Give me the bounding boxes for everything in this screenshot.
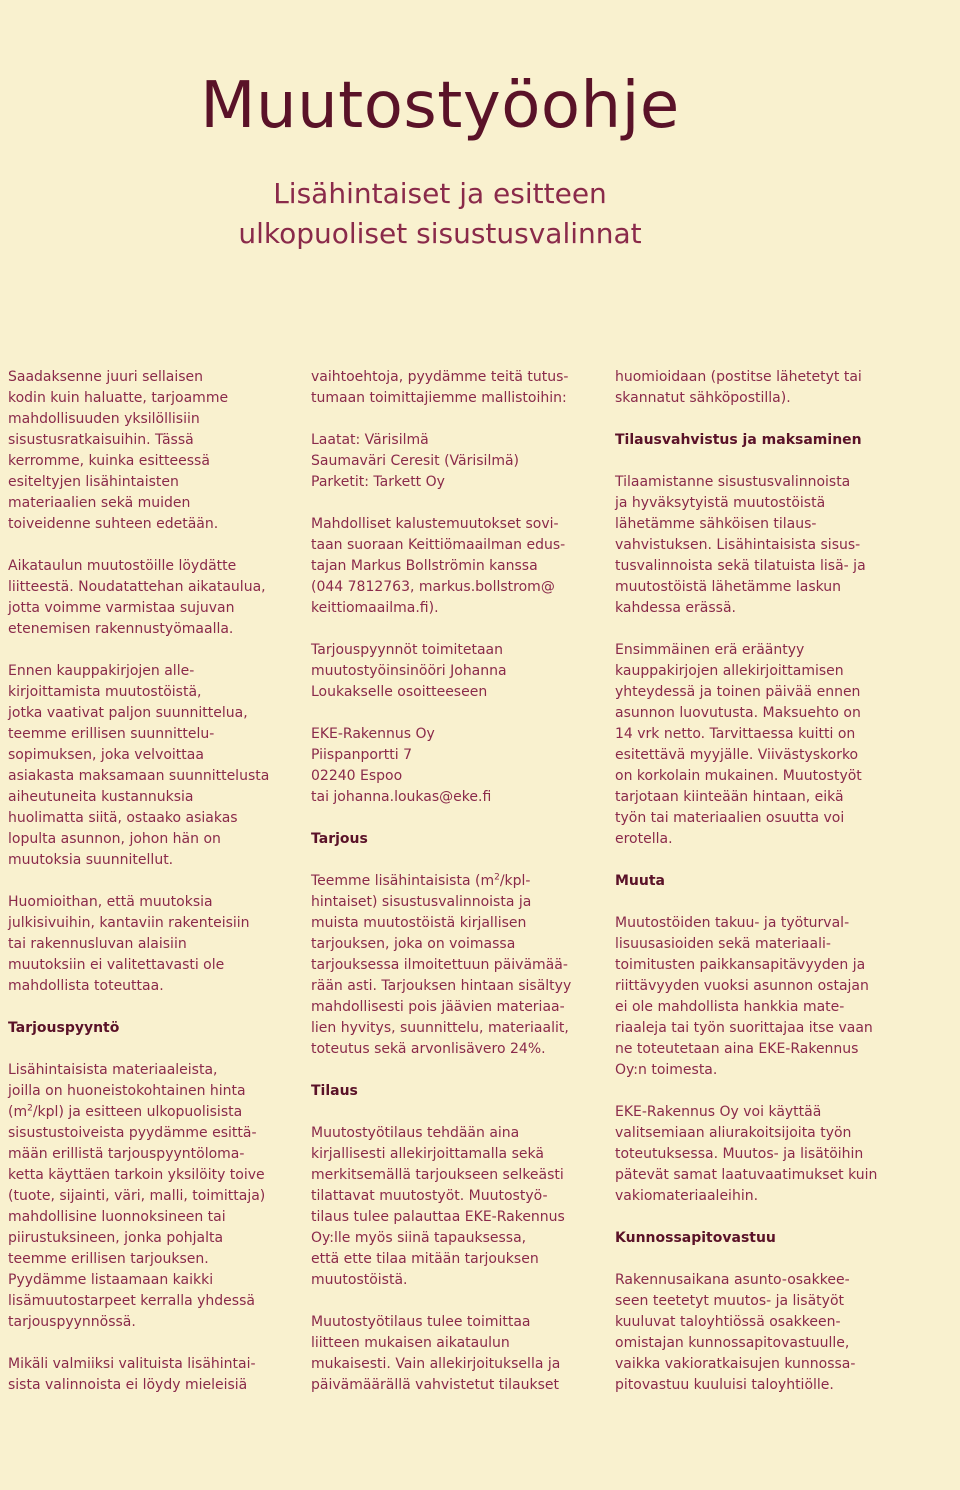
paragraph [311,1123,586,1291]
text-line: Parketit: Tarkett Oy [311,474,445,490]
text-line: liitteestä. Noudatattehan aikataulua, [8,579,266,595]
paragraph [8,661,283,871]
text-line: ketta käyttäen tarkoin yksilöity toive [8,1167,265,1183]
superscript: 2 [27,1103,33,1114]
text-line: Saumaväri Ceresit (Värisilmä) [311,453,520,469]
text-line: toiveidenne suhteen edetään. [8,516,219,532]
text-line: Muutostöiden takuu- ja työturval- [615,915,850,931]
text-line: Oy:lle myös siinä tapauksessa, [311,1230,527,1246]
text-line: ja hyväksytyistä muutostöistä [615,495,826,511]
text-line: teemme erillisen tarjouksen. [8,1251,209,1267]
text-line: erotella. [615,831,673,847]
text-line: tarjotaan kiinteään hintaan, eikä [615,789,844,805]
paragraph-lines [311,892,586,1060]
text-line: omistajan kunnossapitovastuulle, [615,1335,850,1351]
text-line [311,871,586,892]
text-line: huomioidaan (postitse lähetetyt tai [615,369,862,385]
text-line: mahdollista toteuttaa. [8,978,164,994]
text-line: ei ole mahdollista hankkia mate- [615,999,845,1015]
paragraph-lines [8,1123,283,1333]
text-line: jotta voimme varmistaa sujuvan [8,600,235,616]
text-line: tilattavat muutostyöt. Muutostyö- [311,1188,548,1204]
text-line: mukaisesti. Vain allekirjoituksella ja [311,1356,561,1372]
text-line: (tuote, sijainti, väri, malli, toimittaja) [8,1188,266,1204]
text-line: muutostöistä. [311,1272,408,1288]
text-line: Rakennusaikana asunto-osakkee- [615,1272,850,1288]
address-block [311,724,586,808]
paragraph [8,556,283,640]
page-subtitle [0,174,880,254]
text-line: tajan Markus Bollströmin kanssa [311,558,538,574]
text-line: sista valinnoista ei löydy mieleisiä [8,1377,248,1393]
paragraph [615,1270,895,1396]
text-line: pätevät samat laatuvaatimukset kuin [615,1167,878,1183]
text-line: että ette tilaa mitään tarjouksen [311,1251,539,1267]
text-line: tarjouspyynnössä. [8,1314,136,1330]
text-line: Piispanportti 7 [311,747,412,763]
text-line: yhteydessä ja toinen päivää ennen [615,684,861,700]
text-line: mahdollisuuden yksilöllisiin [8,411,200,427]
text-line: lisämuutostarpeet kerralla yhdessä [8,1293,255,1309]
text-line: mään erillistä tarjouspyyntöloma- [8,1146,245,1162]
supplier-list [311,430,586,493]
text-line: lopulta asunnon, johon hän on [8,831,221,847]
text-fragment: Teemme lisähintaisista (m [311,873,495,889]
text-line: työn tai materiaalien osuutta voi [615,810,845,826]
text-line: Saadaksenne juuri sellaisen [8,369,204,385]
paragraph [8,1354,283,1396]
text-line: toteutus sekä arvonlisävero 24%. [311,1041,546,1057]
text-line: vahvistuksen. Lisähintaisista sisus- [615,537,861,553]
text-line: vaikka vakioratkaisujen kunnossa- [615,1356,856,1372]
text-line: EKE-Rakennus Oy voi käyttää [615,1104,822,1120]
text-fragment: /kpl- [499,873,531,889]
text-line: tai rakennusluvan alaisiin [8,936,187,952]
text-line: asiakasta maksamaan suunnittelusta [8,768,270,784]
text-line: kuuluvat taloyhtiössä osakkeen- [615,1314,841,1330]
text-line: vaihtoehtoja, pyydämme teitä tutus- [311,369,569,385]
text-line: riittävyyden vuoksi asunnon ostajan [615,978,869,994]
superscript: 2 [494,872,500,883]
text-line: skannatut sähköpostilla). [615,390,791,406]
text-column-1 [8,367,283,1417]
paragraph [615,367,895,409]
text-line: tarjouksessa ilmoitettuun päivämää- [311,957,568,973]
text-line: sisustustoiveista pyydämme esittä- [8,1125,257,1141]
text-line: Oy:n toimesta. [615,1062,718,1078]
text-line: keittiomaailma.fi). [311,600,439,616]
section-heading-tilausvahvistus: Tilausvahvistus ja maksaminen [615,432,862,448]
text-line: asunnon luovutusta. Maksuehto on [615,705,861,721]
text-line: lähetämme sähköisen tilaus- [615,516,817,532]
paragraph [311,514,586,619]
text-line: 02240 Espoo [311,768,403,784]
text-line: Tilaamistanne sisustusvalinnoista [615,474,851,490]
text-line: julkisivuihin, kantaviin rakenteisiin [8,915,250,931]
text-line: muista muutostöistä kirjallisen [311,915,527,931]
text-line: Loukakselle osoitteeseen [311,684,488,700]
text-column-2 [311,367,586,1417]
text-line: tilaus tulee palauttaa EKE-Rakennus [311,1209,565,1225]
text-line: seen teetetyt muutos- ja lisätyöt [615,1293,845,1309]
text-line: etenemisen rakennustyömaalla. [8,621,234,637]
paragraph [311,1312,586,1396]
section-heading-tarjous: Tarjous [311,831,368,847]
text-line: tai johanna.loukas@eke.fi [311,789,492,805]
text-line: liitteen mukaisen aikataulun [311,1335,510,1351]
text-line: Muutostyötilaus tehdään aina [311,1125,520,1141]
text-line: esiteltyjen lisähintaisten [8,474,179,490]
text-line: kauppakirjojen allekirjoittamisen [615,663,844,679]
paragraph [615,913,895,1081]
subtitle-line: ulkopuoliset sisustusvalinnat [238,217,642,250]
section-heading-muuta: Muuta [615,873,666,889]
section-heading-kunnossapitovastuu: Kunnossapitovastuu [615,1230,776,1246]
text-line: teemme erillisen suunnittelu- [8,726,215,742]
text-line: materiaalien sekä muiden [8,495,191,511]
text-line: kirjallisesti allekirjoittamalla sekä [311,1146,544,1162]
text-line: kirjoittamista muutostöistä, [8,684,202,700]
text-line: joilla on huoneistokohtainen hinta [8,1083,246,1099]
text-fragment: /kpl) ja esitteen ulkopuolisista [32,1104,243,1120]
text-line: Mahdolliset kalustemuutokset sovi- [311,516,559,532]
text-line: tusvalinnoista sekä tilatuista lisä- ja [615,558,866,574]
text-line: muutoksia suunnitellut. [8,852,174,868]
paragraph [311,871,586,1060]
paragraph [8,1060,283,1333]
text-line: on korkolain mukainen. Muutostyöt [615,768,862,784]
section-heading-tilaus: Tilaus [311,1083,358,1099]
text-line: Ensimmäinen erä erääntyy [615,642,805,658]
text-line [8,1102,283,1123]
text-line: jotka vaativat paljon suunnittelua, [8,705,248,721]
text-line: muutostöistä lähetämme laskun [615,579,842,595]
text-line: (044 7812763, markus.bollstrom@ [311,579,555,595]
text-line: sopimuksen, joka velvoittaa [8,747,204,763]
text-line: EKE-Rakennus Oy [311,726,435,742]
text-line: kodin kuin haluatte, tarjoamme [8,390,229,406]
text-line: Aikataulun muutostöille löydätte [8,558,237,574]
text-line: Ennen kauppakirjojen alle- [8,663,195,679]
text-line: 14 vrk netto. Tarvittaessa kuitti on [615,726,856,742]
text-line: esitettävä myyjälle. Viivästyskorko [615,747,859,763]
text-column-3 [615,367,895,1417]
text-line: lisuusasioiden sekä materiaali- [615,936,831,952]
text-line: sisustusratkaisuihin. Tässä [8,432,194,448]
text-line: Muutostyötilaus tulee toimittaa [311,1314,531,1330]
text-line: tumaan toimittajiemme mallistoihin: [311,390,567,406]
text-line: Lisähintaisista materiaaleista, [8,1062,218,1078]
text-line: mahdollisesti pois jäävien materiaa- [311,999,565,1015]
text-line: piirustuksineen, jonka pohjalta [8,1230,224,1246]
paragraph [311,640,586,703]
section-heading-tarjouspyynto: Tarjouspyyntö [8,1020,120,1036]
text-line: mahdollisine luonnoksineen tai [8,1209,226,1225]
text-line: hintaiset) sisustusvalinnoista ja [311,894,532,910]
paragraph [615,640,895,850]
text-line: muutostyöinsinööri Johanna [311,663,507,679]
page-title: Muutostyöohje [200,69,680,143]
text-line: Huomioithan, että muutoksia [8,894,213,910]
text-line: päivämäärällä vahvistetut tilaukset [311,1377,559,1393]
text-line: huolimatta siitä, ostaako asiakas [8,810,238,826]
text-line: aiheutuneita kustannuksia [8,789,194,805]
text-line: pitovastuu kuuluisi taloyhtiölle. [615,1377,834,1393]
text-line: vakiomateriaaleihin. [615,1188,759,1204]
text-line: riaaleja tai työn suorittajaa itse vaan [615,1020,873,1036]
text-fragment: (m [8,1104,28,1120]
paragraph [615,1102,895,1207]
text-line: kerromme, kuinka esitteessä [8,453,210,469]
text-line: Mikäli valmiiksi valituista lisähintai- [8,1356,256,1372]
text-line: ne toteutetaan aina EKE-Rakennus [615,1041,859,1057]
text-line: toimitusten paikkansapitävyyden ja [615,957,866,973]
text-line: taan suoraan Keittiömaailman edus- [311,537,566,553]
text-line: Tarjouspyynnöt toimitetaan [311,642,503,658]
paragraph [311,367,586,409]
text-line: rään asti. Tarjouksen hintaan sisältyy [311,978,572,994]
text-line: toteutuksessa. Muutos- ja lisätöihin [615,1146,864,1162]
text-line: tarjouksen, joka on voimassa [311,936,516,952]
text-line: Laatat: Värisilmä [311,432,429,448]
text-line: lien hyvitys, suunnittelu, materiaalit, [311,1020,569,1036]
text-line: Pyydämme listaamaan kaikki [8,1272,214,1288]
subtitle-line: Lisähintaiset ja esitteen [273,177,607,210]
paragraph [8,892,283,997]
paragraph [8,367,283,535]
paragraph [615,472,895,619]
text-line: valitsemiaan aliurakoitsijoita työn [615,1125,852,1141]
text-line: kahdessa erässä. [615,600,736,616]
text-line: muutoksiin ei valitettavasti ole [8,957,225,973]
text-line: merkitsemällä tarjoukseen selkeästi [311,1167,564,1183]
